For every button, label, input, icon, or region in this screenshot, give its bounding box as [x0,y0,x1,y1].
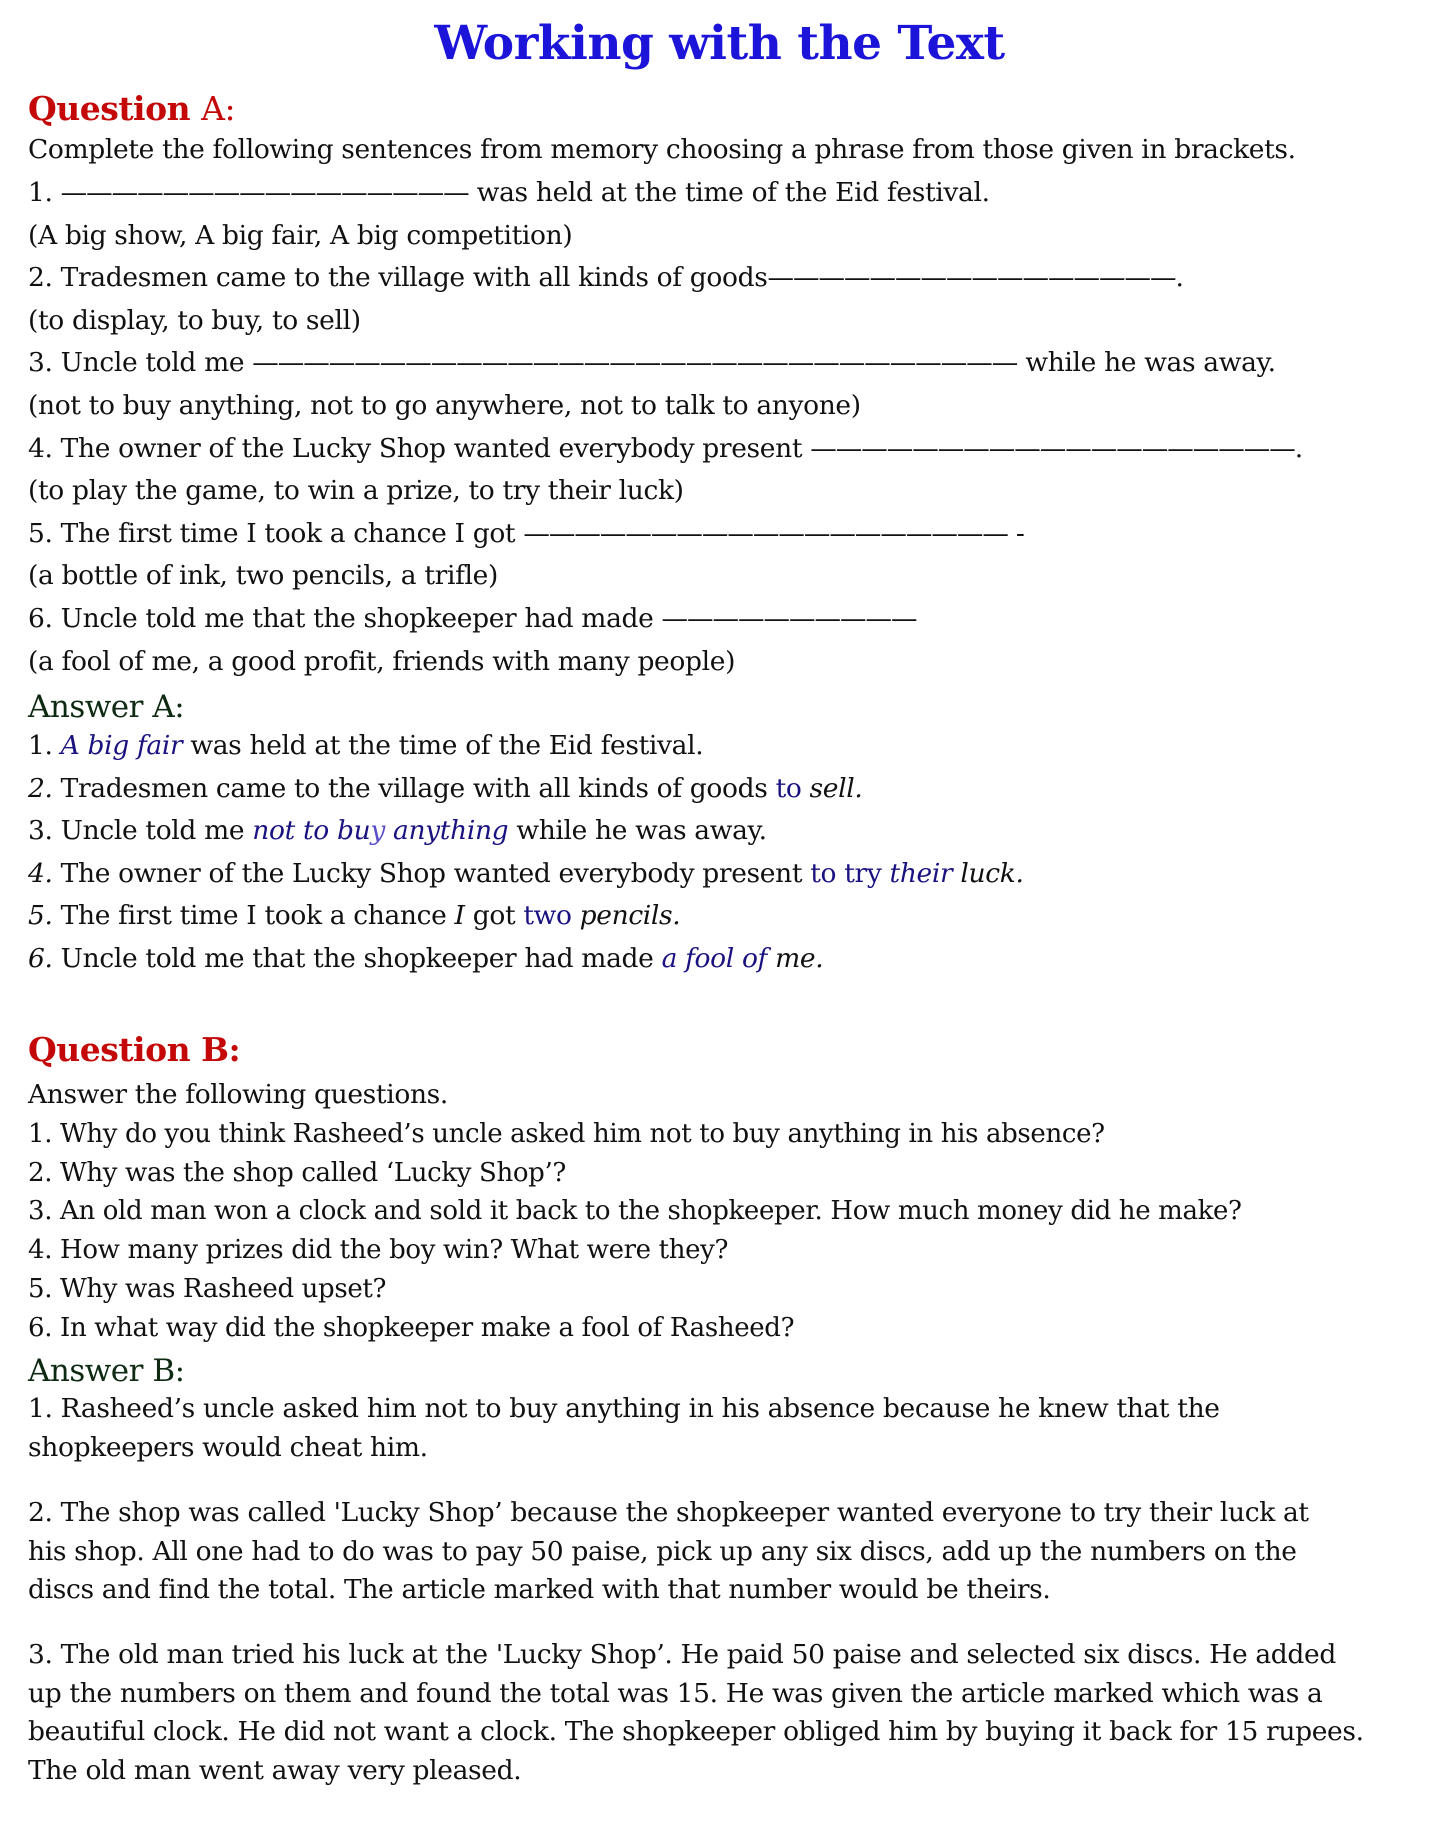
answer-a-item [28,900,681,931]
answer-b-heading: Answer B: [28,1353,185,1389]
answer-blank: —————————————————————————————— [252,347,1018,378]
answer-b-line: 1. Rasheed’s uncle asked him not to buy anything in his absence because he knew that the [28,1393,1220,1424]
question-a-options: (to play the game, to win a prize, to try their luck) [28,475,684,506]
question-a-item [28,177,990,208]
answer-b-line: The old man went away very pleased. [28,1755,522,1786]
question-text: - [1007,518,1025,549]
question-text: 5. The first time I took a chance I got [28,518,524,549]
question-a-options: (a bottle of ink, two pencils, a trifle) [28,560,498,591]
answer-text: Uncle told me [52,815,253,846]
answer-b-line: his shop. All one had to do was to pay 50 paise, pick up any six discs, add up the numbers on the [28,1536,1297,1567]
answer-blank: ——————————————————— [523,518,1008,549]
answer-phrase: anything [384,815,509,846]
answer-b-line: discs and find the total. The article marked with that number would be theirs. [28,1574,1051,1605]
question-b-item: 6. In what way did the shopkeeper make a fool of Rasheed? [28,1313,795,1343]
answer-phrase: their [889,858,953,889]
answer-phrase: y [370,815,385,846]
item-number: 6. [28,943,53,974]
question-a-options: (to display, to buy, to sell) [28,305,361,336]
answer-text: me. [775,943,824,974]
answer-b-line: 2. The shop was called 'Lucky Shop’ because the shopkeeper wanted everyone to try their luck at [28,1497,1309,1528]
item-number: 3. [28,815,53,846]
answer-b-line: 3. The old man tried his luck at the 'Lucky Shop’. He paid 50 paise and selected six discs. He added [28,1639,1336,1670]
item-number: 4. [28,858,53,889]
answer-a-item [28,858,1024,889]
answer-blank: ———————————————— [60,177,469,208]
question-b-item: 2. Why was the shop called ‘Lucky Shop’? [28,1158,566,1188]
question-a-options: (not to buy anything, not to go anywhere, not to talk to anyone) [28,390,861,421]
question-text: . [1175,262,1184,293]
answer-a-item [28,815,767,846]
answer-phrase: A big fair [60,730,183,761]
answer-a-heading: Answer A: [28,689,185,725]
answer-text: sell. [809,773,863,804]
question-b-heading-label: B: [201,1030,241,1069]
answer-phrase: to try [810,858,882,889]
question-b-item: 1. Why do you think Rasheed’s uncle asked him not to buy anything in his absence? [28,1119,1105,1149]
answer-blank: ———————————————— [767,262,1176,293]
answer-text [572,900,580,931]
question-b-item: 3. An old man won a clock and sold it back to the shopkeeper. How much money did he make? [28,1196,1242,1226]
answer-blank: —————————— [661,603,917,634]
question-b-heading-word: Question [28,1030,191,1069]
item-number: 2. [28,773,53,804]
answer-text: I [454,900,465,931]
answer-a-item [28,773,863,804]
answer-blank: ——————————————————— [810,433,1295,464]
answer-text: The first time I took a chance [52,900,455,931]
question-text: 1. [28,177,61,208]
answer-phrase: not to bu [252,815,371,846]
answer-text: got [464,900,524,931]
answer-text [881,858,889,889]
question-a-item [28,262,1184,293]
question-b-item: 4. How many prizes did the boy win? What were they? [28,1235,729,1265]
question-text: 2. Tradesmen came to the village with all kinds of goods [28,262,768,293]
answer-phrase: to [775,773,802,804]
question-b-instruction: Answer the following questions. [28,1079,448,1110]
question-a-item [28,347,1276,378]
question-text: 4. The owner of the Lucky Shop wanted everybody present [28,433,811,464]
question-text: . [1294,433,1303,464]
answer-a-item [28,730,704,761]
answer-phrase: a fool of [661,943,768,974]
question-a-heading-label: A: [201,89,236,128]
question-b-item: 5. Why was Rasheed upset? [28,1274,387,1304]
answer-a-item [28,943,824,974]
answer-text [801,773,809,804]
answer-b-line: beautiful clock. He did not want a clock. The shopkeeper obliged him by buying it back for 15 rupees. [28,1716,1364,1747]
answer-text: pencils. [579,900,681,931]
question-text: was held at the time of the Eid festival. [468,177,990,208]
answer-b-line: shopkeepers would cheat him. [28,1432,428,1463]
page-title: Working with the Text [434,16,1005,71]
answer-text: was held at the time of the Eid festival. [182,730,704,761]
answer-text: luck. [960,858,1024,889]
question-text: 3. Uncle told me [28,347,253,378]
answer-text: Uncle told me that the shopkeeper had made [52,943,662,974]
answer-text: Tradesmen came to the village with all kinds of goods [52,773,776,804]
question-text: 6. Uncle told me that the shopkeeper had made [28,603,662,634]
question-a-instruction: Complete the following sentences from memory choosing a phrase from those given in brackets. [28,134,1296,165]
question-a-options: (A big show, A big fair, A big competition) [28,220,573,251]
answer-text [53,730,61,761]
answer-phrase: two [523,900,572,931]
answer-b-line: up the numbers on them and found the total was 15. He was given the article marked which was a [28,1678,1323,1709]
question-a-item [28,518,1025,549]
answer-text [767,943,775,974]
question-a-item [28,433,1303,464]
question-a-options: (a fool of me, a good profit, friends with many people) [28,646,736,677]
question-a-heading [28,89,235,128]
question-a-item [28,603,917,634]
item-number: 1. [28,730,53,761]
question-b-heading [28,1030,240,1069]
item-number: 5. [28,900,53,931]
question-text: while he was away. [1017,347,1276,378]
answer-text: while he was away. [508,815,767,846]
question-a-heading-word: Question [28,89,191,128]
answer-text: The owner of the Lucky Shop wanted everybody present [52,858,811,889]
